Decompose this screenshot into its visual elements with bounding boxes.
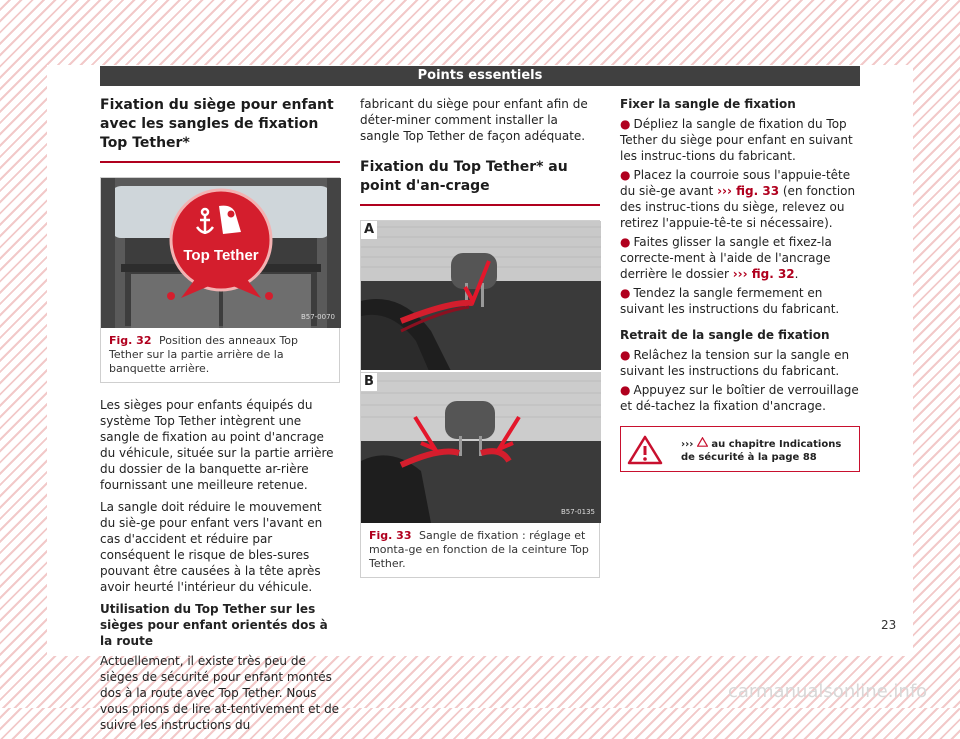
figure-32-image bbox=[101, 178, 341, 328]
list-item: ● Appuyez sur le boîtier de verrouillage et dé-tachez la fixation d'ancrage. bbox=[620, 383, 859, 413]
figure-label-a: A bbox=[364, 222, 375, 237]
figure-number: Fig. 32 bbox=[109, 334, 152, 347]
list-item: ● Faites glisser la sangle et fixez-la correcte-ment à l'aide de l'ancrage derrière le dossier ››› fig. 32. bbox=[620, 235, 832, 281]
figure-number: Fig. 33 bbox=[369, 529, 412, 542]
column-middle bbox=[360, 96, 600, 578]
paragraph: fabricant du siège pour enfant afin de déter-miner comment installer la sangle Top Tether de façon adéquate. bbox=[360, 97, 588, 143]
small-warning-icon bbox=[697, 437, 708, 447]
top-tether-badge-label: Top Tether bbox=[183, 247, 259, 264]
heading-rule bbox=[100, 161, 340, 163]
warning-triangle-icon bbox=[627, 435, 663, 465]
figure-label-b: B bbox=[364, 374, 374, 389]
warning-reference[interactable]: ››› au chapitre Indications de sécurité à la page 88 bbox=[681, 439, 842, 463]
subheading: Utilisation du Top Tether sur les sièges pour enfant orientés dos à la route bbox=[100, 602, 328, 648]
figure-32 bbox=[100, 177, 340, 383]
warning-box bbox=[620, 426, 860, 472]
bullet-icon: ● bbox=[620, 117, 631, 131]
section-heading-top-tether: Fixation du siège pour enfant avec les sangles de fixation Top Tether* bbox=[100, 97, 334, 151]
subheading: Fixer la sangle de fixation bbox=[620, 97, 796, 111]
caption-text: Position des anneaux Top Tether sur la partie arrière de la banquette arrière. bbox=[109, 334, 299, 375]
paragraph: Actuellement, il existe très peu de sièges de sécurité pour enfant montés dos à la route avec Top Tether. Nous vous prions de lire at-tentivement et de suivre les instructions du bbox=[100, 654, 340, 732]
bullet-icon: ● bbox=[620, 235, 631, 249]
figure-33-link[interactable]: ››› fig. 33 bbox=[717, 184, 780, 198]
figure-33 bbox=[360, 220, 600, 578]
tether-installation-illustration bbox=[361, 221, 601, 523]
list-item: ● Tendez la sangle fermement en suivant les instructions du fabricant. bbox=[620, 286, 840, 316]
figure-33-image bbox=[361, 221, 601, 523]
section-header: Points essentiels bbox=[100, 66, 860, 86]
subheading: Retrait de la sangle de fixation bbox=[620, 328, 830, 342]
list-item: ● Relâchez la tension sur la sangle en suivant les instructions du fabricant. bbox=[620, 348, 850, 378]
figure-code: B57-0070 bbox=[300, 313, 335, 321]
page-number: 23 bbox=[881, 618, 897, 632]
bullet-icon: ● bbox=[620, 348, 631, 362]
figure-32-caption bbox=[101, 328, 339, 382]
caption-text: Sangle de fixation : réglage et monta-ge en fonction de la ceinture Top Tether. bbox=[369, 529, 589, 570]
figure-33-caption bbox=[361, 523, 599, 577]
list-item: ● Placez la courroie sous l'appuie-tête du siè-ge avant ››› fig. 33 (en fonction des instruc-tions du siège, relevez ou retirez l'appuie-tê-te si nécessaire). bbox=[620, 168, 856, 230]
figure-code: B57-0135 bbox=[560, 508, 595, 516]
watermark: carmanualsonline.info bbox=[728, 681, 928, 702]
paragraph: Les sièges pour enfants équipés du système Top Tether intègrent une sangle de fixation au point d'ancrage du véhicule, située sur la partie arrière du dossier de la banquette ar-rière fournissant une meilleure retenue. bbox=[100, 398, 334, 492]
column-right bbox=[620, 96, 860, 472]
bullet-icon: ● bbox=[620, 383, 631, 397]
bullet-icon: ● bbox=[620, 168, 631, 182]
figure-32-link[interactable]: ››› fig. 32 bbox=[732, 267, 795, 281]
list-item: ● Dépliez la sangle de fixation du Top Tether du siège pour enfant en suivant les instruc-tions du fabricant. bbox=[620, 117, 853, 163]
paragraph: La sangle doit réduire le mouvement du siè-ge pour enfant vers l'avant en cas d'accident et réduire par conséquent le risque de bles-sures pouvant être causées à la tête après avoir heurté l'intérieur du véhicule. bbox=[100, 500, 323, 594]
heading-rule bbox=[360, 204, 600, 206]
column-left bbox=[100, 96, 340, 739]
bullet-icon: ● bbox=[620, 286, 631, 300]
section-heading-anchor: Fixation du Top Tether* au point d'an-crage bbox=[360, 159, 568, 194]
